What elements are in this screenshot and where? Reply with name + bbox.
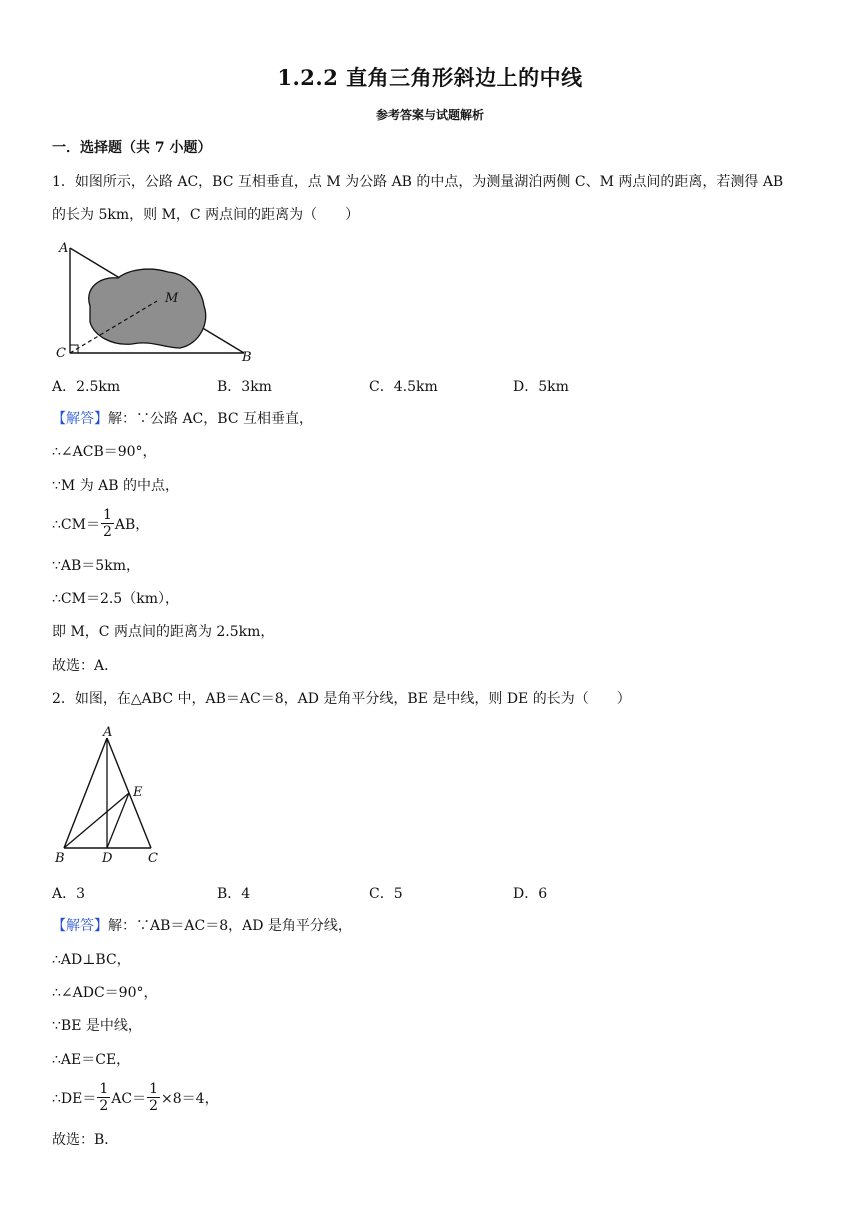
q1-fraction: $\frac{1}{2}$ bbox=[102, 507, 112, 540]
q2-segment-be bbox=[64, 793, 129, 848]
q1-solution-line1: 【解答】解：∵公路 AC，BC 互相垂直， bbox=[52, 411, 313, 427]
q2-solution-line3: ∴∠ADC＝90°， bbox=[52, 985, 158, 1001]
q2-option-d: D．6 bbox=[513, 886, 548, 902]
q1-label-m: M bbox=[165, 291, 179, 306]
q1-stem-line1: 1．如图所示，公路 AC，BC 互相垂直，点 M 为公路 AB 的中点，为测量湖泊两侧 C、M 两点间的距离，若测得 AB bbox=[52, 174, 784, 190]
q2-label-e: E bbox=[133, 785, 143, 800]
q1-lake bbox=[89, 269, 206, 348]
q1-solution-line6: ∴CM＝2.5（km）， bbox=[52, 591, 179, 607]
q2-label-d: D bbox=[102, 851, 113, 866]
q2-option-a: A．3 bbox=[52, 886, 86, 902]
q2-solution-line2: ∴AD⊥BC， bbox=[52, 952, 131, 968]
q1-label-c: C bbox=[56, 346, 66, 361]
q1-solution-line3: ∵M 为 AB 的中点， bbox=[52, 478, 179, 494]
q2-solution-line5: ∴AE＝CE， bbox=[52, 1052, 131, 1068]
q1-answer-tag: 【解答】 bbox=[52, 411, 108, 427]
q1-solution-line5: ∵AB＝5km， bbox=[52, 558, 140, 574]
q2-stem: 2．如图，在△ABC 中，AB＝AC＝8，AD 是角平分线，BE 是中线，则 DE 的长为（ ） bbox=[52, 691, 631, 707]
q2-segment-de bbox=[107, 793, 129, 848]
q2-label-c: C bbox=[148, 851, 158, 866]
page-title: 1.2.2 直角三角形斜边上的中线 bbox=[277, 65, 583, 90]
q1-solution-line2: ∴∠ACB＝90°， bbox=[52, 444, 157, 460]
section-heading: 一．选择题（共 7 小题） bbox=[52, 140, 212, 156]
q1-figure bbox=[52, 236, 267, 366]
q1-solution-line8: 故选：A． bbox=[52, 658, 119, 674]
q1-option-a: A．2.5km bbox=[52, 379, 121, 395]
q2-answer-tag: 【解答】 bbox=[52, 918, 108, 934]
q1-solution-line4: ∴CM＝ $\frac{1}{2}$ AB， bbox=[52, 507, 150, 540]
q1-option-b: B．3km bbox=[217, 379, 272, 395]
q1-label-a: A bbox=[59, 241, 69, 256]
q2-option-c: C．5 bbox=[369, 886, 403, 902]
q1-stem-line2: 的长为 5km，则 M，C 两点间的距离为（ ） bbox=[52, 207, 360, 223]
q1-solution-line7: 即 M，C 两点间的距离为 2.5km， bbox=[52, 624, 275, 640]
q2-label-b: B bbox=[55, 851, 65, 866]
q2-side-ab bbox=[64, 738, 107, 848]
q2-solution-line7: 故选：B． bbox=[52, 1132, 119, 1148]
q1-label-b: B bbox=[242, 350, 252, 365]
q1-option-c: C．4.5km bbox=[369, 379, 438, 395]
q2-solution-line1: 【解答】解：∵AB＝AC＝8，AD 是角平分线， bbox=[52, 918, 352, 934]
q2-figure bbox=[52, 724, 172, 869]
q2-fraction-1: $\frac{1}{2}$ bbox=[99, 1081, 109, 1114]
q2-fraction-2: $\frac{1}{2}$ bbox=[149, 1081, 159, 1114]
q2-solution-line6: ∴DE＝ $\frac{1}{2}$ AC＝ $\frac{1}{2}$ ×8＝4， bbox=[52, 1081, 219, 1114]
page-subtitle: 参考答案与试题解析 bbox=[375, 108, 484, 122]
q2-label-a: A bbox=[103, 725, 113, 740]
q2-option-b: B．4 bbox=[217, 886, 251, 902]
q2-solution-line4: ∵BE 是中线， bbox=[52, 1018, 142, 1034]
q1-option-d: D．5km bbox=[513, 379, 569, 395]
